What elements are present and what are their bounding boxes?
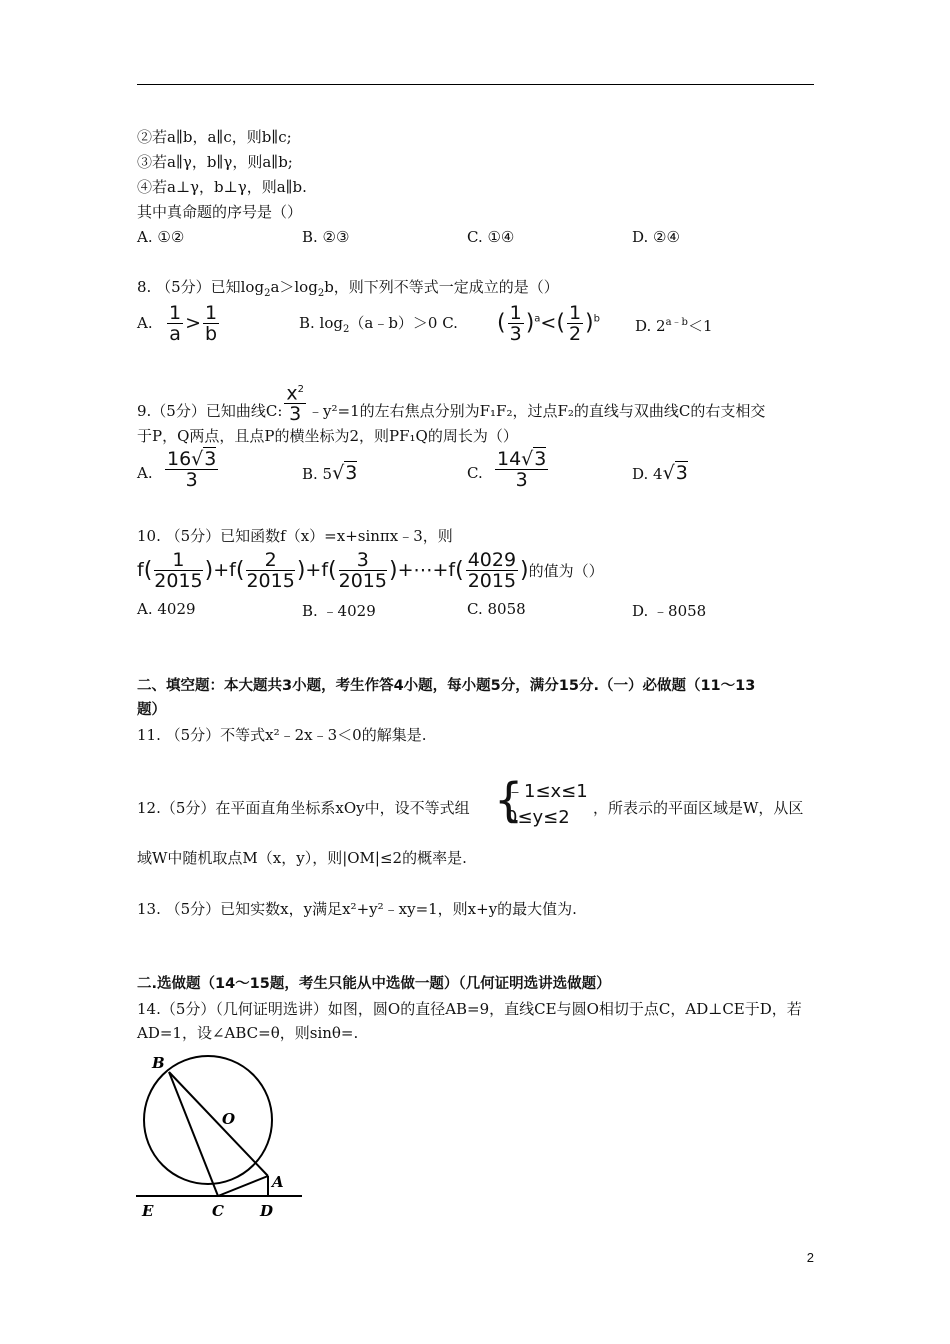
- q8-option-a-math: $\frac{1}{a}$ > $\frac{1}{b}$: [169, 302, 218, 345]
- label-b: B: [152, 1054, 165, 1072]
- statement-2: ②若a∥b，a∥c，则b∥c;: [137, 128, 292, 146]
- label-d: D: [260, 1202, 274, 1220]
- question-12-stem-c: 域W中随机取点M（x，y），则|OM|≤2的概率是.: [137, 849, 467, 867]
- question-9-stem-2: 于P，Q两点，且点P的横坐标为2，则PF₁Q的周长为（）: [137, 427, 518, 445]
- q10-option-d: D. ﹣8058: [632, 602, 707, 620]
- q10-option-c: C. 8058: [467, 600, 526, 618]
- statement-3: ③若a∥γ，b∥γ，则a∥b;: [137, 153, 293, 171]
- statement-4: ④若a⊥γ，b⊥γ，则a∥b.: [137, 178, 307, 196]
- question-12-stem-a: 12.（5分）在平面直角坐标系xOy中，设不等式组: [137, 799, 470, 817]
- q7-option-a: A. ①②: [137, 228, 185, 246]
- q10-option-a: A. 4029: [137, 600, 196, 618]
- chord-bc: [169, 1072, 218, 1196]
- q9-option-a-label: A.: [137, 464, 153, 482]
- chord-ca: [218, 1176, 268, 1196]
- question-8-stem: 8. （5分）已知$\log_2a>\log_2b$，则下列不等式一定成立的是（）: [137, 278, 559, 299]
- q12-ineq-2: 0≤y≤2: [506, 807, 570, 828]
- q7-option-b: B. ②③: [302, 228, 350, 246]
- q8-option-c-math: ( $\frac{1}{3}$ )$^a$<( $\frac{1}{2}$ )$^b$: [497, 302, 600, 345]
- diameter-ab: [169, 1072, 268, 1176]
- q8-option-a-label: A.: [137, 314, 153, 332]
- q9-option-b: B. 5√3: [302, 462, 358, 484]
- question-11: 11. （5分）不等式x²﹣2x﹣3＜0的解集是.: [137, 726, 427, 744]
- label-e: E: [142, 1202, 154, 1220]
- question-7-prompt: 其中真命题的序号是（）: [137, 203, 303, 221]
- q9-option-a-math: $\frac{16√3}{3}$: [167, 448, 217, 491]
- circle-o: [144, 1056, 272, 1184]
- question-13: 13. （5分）已知实数x，y满足x²+y²﹣xy=1，则x+y的最大值为.: [137, 900, 577, 918]
- q8-options: [137, 303, 837, 347]
- q9-option-c-math: $\frac{14√3}{3}$: [497, 448, 547, 491]
- q8-option-d: D. $2^{a﹣b}<1$: [635, 317, 713, 335]
- q9-options: [137, 449, 837, 495]
- question-9-stem: 9.（5分）已知曲线C: $\frac{x^2}{3}$ ﹣y²=1的左右焦点分别为F₁F₂，过点F₂的直线与双曲线C的右支相交: [137, 368, 765, 412]
- q7-option-c: C. ①④: [467, 228, 515, 246]
- label-o: O: [222, 1110, 236, 1128]
- q12-ineq-1: ﹣1≤x≤1: [506, 781, 588, 802]
- q10-option-b: B. ﹣4029: [302, 602, 376, 620]
- section-2-title-cont: 题）: [137, 702, 166, 718]
- section-2-title: 二、填空题：本大题共3小题，考生作答4小题，每小题5分，满分15分.（一）必做题（11～13: [137, 678, 756, 694]
- section-3-title: 二.选做题（14～15题，考生只能从中选做一题）（几何证明选讲选做题）: [137, 976, 611, 992]
- question-14-line-1: 14.（5分）（几何证明选讲）如图，圆O的直径AB=9，直线CE与圆O相切于点C，AD⊥CE于D，若: [137, 1000, 802, 1018]
- label-c: C: [212, 1202, 224, 1220]
- q9-option-d: D. 4√3: [632, 462, 688, 484]
- q9-option-c-label: C.: [467, 464, 483, 482]
- page-number: 2: [806, 1250, 814, 1265]
- geometry-figure: [130, 1048, 310, 1223]
- q7-option-d: D. ②④: [632, 228, 680, 246]
- question-12-stem-b: ，所表示的平面区域是W，从区: [593, 799, 804, 817]
- question-10-stem: 10. （5分）已知函数f（x）=x+sinπx﹣3，则: [137, 527, 453, 545]
- header-rule: [137, 84, 814, 85]
- question-10-sum: f( $\frac{1}{2015}$ )+f( $\frac{2}{2015}$ )+f( $\frac{3}{2015}$ )+⋯+f( $\frac{4029}{2015}$ )的值为（）: [137, 549, 604, 592]
- q8-option-b: B. $\log_2(a﹣b)>0$ C.: [299, 314, 458, 335]
- label-a: A: [272, 1173, 284, 1191]
- question-14-line-2: AD=1，设∠ABC=θ，则sinθ=.: [137, 1024, 359, 1042]
